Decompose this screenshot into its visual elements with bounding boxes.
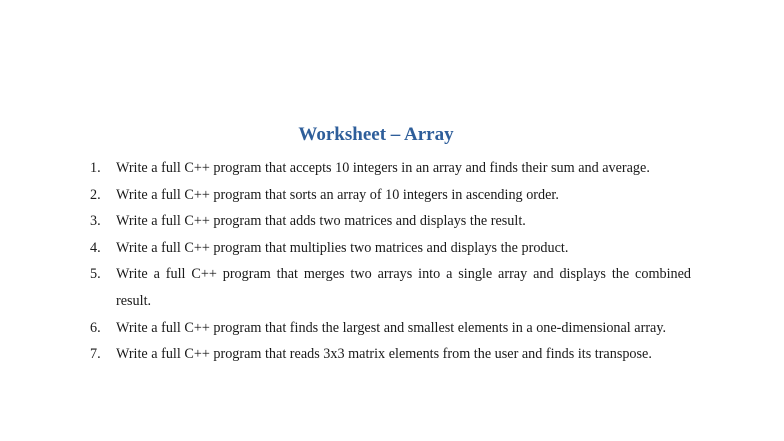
question-item-5 <box>90 261 691 314</box>
question-item-7 <box>90 341 691 368</box>
question-number: 4. <box>90 239 101 256</box>
question-number: 7. <box>90 346 101 363</box>
question-text: Write a full C++ program that reads 3x3 matrix elements from the user and finds its transpose. <box>116 346 652 363</box>
question-text: Write a full C++ program that sorts an array of 10 integers in ascending order. <box>116 186 559 203</box>
question-number: 5. <box>90 266 101 283</box>
question-item-6 <box>90 315 691 342</box>
question-item-4 <box>90 235 691 262</box>
question-item-2 <box>90 182 691 209</box>
question-item-3 <box>90 208 691 235</box>
worksheet-title: Worksheet – Array <box>298 124 454 145</box>
question-number: 3. <box>90 213 101 230</box>
question-text: Write a full C++ program that multiplies two matrices and displays the product. <box>116 239 569 256</box>
question-item-1 <box>90 155 691 182</box>
question-number: 2. <box>90 186 101 203</box>
question-number: 6. <box>90 319 101 336</box>
question-list <box>90 155 691 368</box>
question-text: Write a full C++ program that finds the largest and smallest elements in a one-dimensional array. <box>116 319 667 336</box>
question-text: Write a full C++ program that accepts 10 integers in an array and finds their sum and average. <box>116 160 650 176</box>
question-text: Write a full C++ program that merges two arrays into a single array and displays the combined result. <box>116 266 691 309</box>
question-number: 1. <box>90 160 101 176</box>
question-text: Write a full C++ program that adds two matrices and displays the result. <box>116 213 526 230</box>
